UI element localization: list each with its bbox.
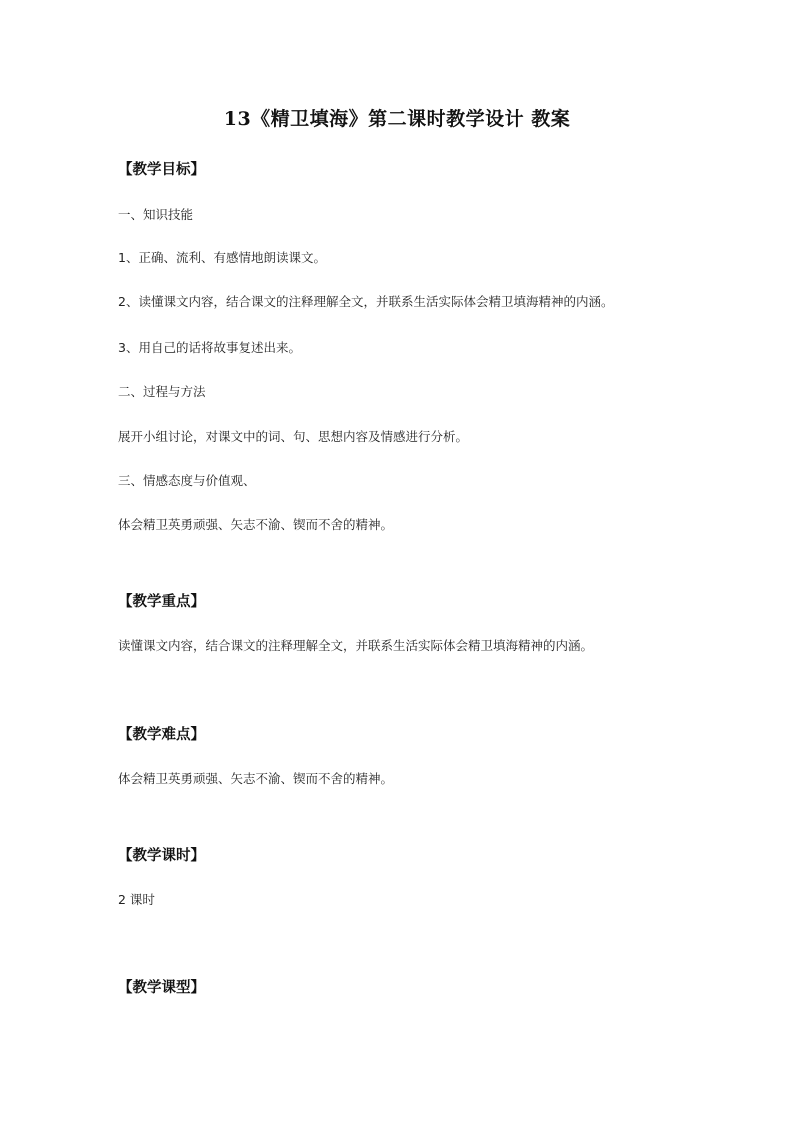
process-method-title: 二、过程与方法 [118, 384, 206, 399]
objective-item-2: 2、读懂课文内容，结合课文的注释理解全文，并联系生活实际体会精卫填海精神的内涵。 [118, 294, 614, 309]
attitude-values-title: 三、情感态度与价值观、 [118, 473, 256, 488]
class-hours-text: 2 课时 [118, 892, 155, 907]
objective-item-1: 1、正确、流利、有感情地朗读课文。 [118, 250, 326, 265]
objectives-heading: 【教学目标】 [118, 162, 205, 178]
knowledge-skills-title: 一、知识技能 [118, 207, 194, 222]
key-points-heading: 【教学重点】 [118, 594, 205, 610]
process-method-text: 展开小组讨论，对课文中的词、句、思想内容及情感进行分析。 [118, 429, 469, 444]
lesson-type-heading: 【教学课型】 [118, 980, 205, 996]
difficulties-heading: 【教学难点】 [118, 727, 205, 743]
difficulties-text: 体会精卫英勇顽强、矢志不渝、锲而不舍的精神。 [118, 771, 394, 786]
objective-item-3: 3、用自己的话将故事复述出来。 [118, 340, 301, 355]
document-title: 13《精卫填海》第二课时教学设计 教案 [223, 108, 571, 130]
key-points-text: 读懂课文内容，结合课文的注释理解全文，并联系生活实际体会精卫填海精神的内涵。 [118, 638, 594, 653]
class-hours-heading: 【教学课时】 [118, 848, 205, 864]
attitude-values-text: 体会精卫英勇顽强、矢志不渝、锲而不舍的精神。 [118, 517, 394, 532]
